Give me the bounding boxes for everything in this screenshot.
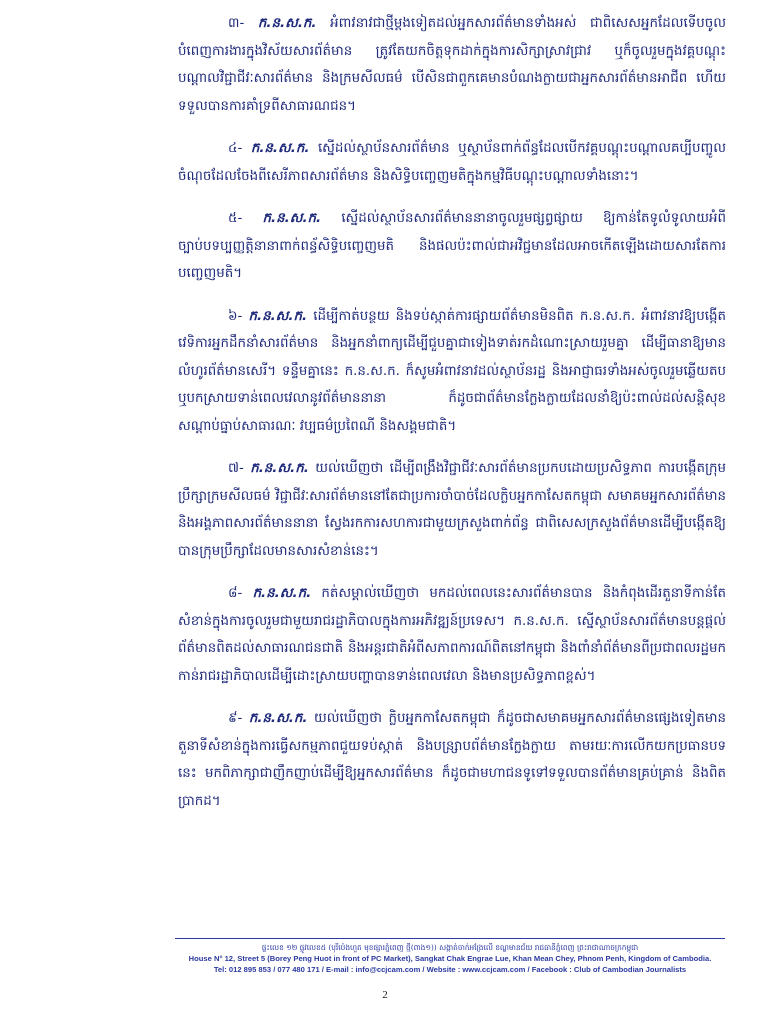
page-number: 2 — [382, 989, 388, 1001]
paragraph-number: ៨- — [228, 586, 243, 601]
footer-khmer-address: ផ្ទះលេខ ១២ ផ្លូវលេខ៥ (បុរីប៉េងហួត មុខផ្សារភ្នំពេញ ថ្មី(ពាង១)) សង្កាត់ចាក់អង្រែលើ ខណ្ឌមានជ័យ រាជធានីភ្នំពេញ ព្រះរាជាណាចក្រកម្ពុជា — [261, 943, 639, 952]
paragraph-3 — [178, 10, 726, 120]
paragraph-4 — [178, 135, 726, 190]
paragraph-text: ស្នើដល់ស្ថាប័នសារព័ត៌មាន ឬស្ថាប័នពាក់ព័ន្ធដែលបើកវគ្គបណ្តុះបណ្តាលគប្បីបញ្ចូលចំណុចដែលចែងពីសេរីភាពសារព័ត៌មាន និងសិទ្ធិបញ្ចេញមតិក្នុងកម្មវិធីបណ្តុះបណ្តាលទាំងនោះ។ — [178, 141, 726, 184]
paragraph-text: ស្នើដល់ស្ថាប័នសារព័ត៌មាននានាចូលរួមផ្សព្វផ្សាយ ឱ្យកាន់តែទូលំទូលាយអំពីច្បាប់បទប្បញ្ញត្តិនានាពាក់ពន្ធ័សិទ្ធិបញ្ចេញមតិ និងផលប៉ះពាល់ជាអវិជ្ជមានដែលអាចកើតឡើងដោយសារតែការបញ្ចេញមតិ។ — [178, 211, 727, 281]
paragraph-6 — [178, 303, 726, 441]
paragraph-7 — [178, 455, 726, 565]
organization-abbreviation: ក.ន.ស.ក. — [257, 16, 317, 31]
organization-abbreviation: ក.ន.ស.ក. — [262, 211, 322, 226]
paragraph-number: ៦- — [228, 308, 243, 324]
page-footer — [175, 938, 725, 975]
organization-abbreviation: ក.ន.ស.ក. — [248, 308, 308, 324]
paragraph-5 — [178, 205, 726, 288]
paragraph-number: ៤- — [228, 141, 243, 156]
footer-english-address: House N° 12, Street 5 (Borey Peng Huot in front of PC Market), Sangkat Chak Engrae Lue, Khan Mean Chey, Phnom Penh, Kingdom of Cambodia. — [188, 954, 712, 963]
footer-contact-info: Tel: 012 895 853 / 077 480 171 / E-mail : info@ccjcam.com / Website : www.ccjcam.com / Facebook : Club of Cambodian Journalists — [213, 965, 687, 974]
organization-abbreviation: ក.ន.ស.ក. — [250, 141, 310, 156]
paragraph-text: អំពាវនាវជាថ្មីម្ដងទៀតដល់អ្នកសារព័ត៌មានទាំងអស់ ជាពិសេសអ្នកដែលទើបចូលបំពេញការងារក្នុងវិស័យសារព័ត៌មាន ត្រូវតែយកចិត្តទុកដាក់ក្នុងការសិក្សាស្រាវជ្រាវ ឬក៏ចូលរួមក្នុងវគ្គបណ្តុះបណ្តាលវិជ្ជាជីវៈសារព័ត៌មាន និងក្រមសីលធម៌ បើសិនជាពួកគេមានបំណងក្លាយជាអ្នកសារព័ត៌មានអាជីព ហើយទទួលបានការគាំទ្រពីសាធារណជន។ — [178, 16, 726, 114]
paragraph-number: ៧- — [228, 461, 244, 476]
paragraph-number: ៩- — [228, 711, 243, 726]
organization-abbreviation: ក.ន.ស.ក. — [250, 461, 309, 476]
paragraph-text: កត់សម្គាល់ឃើញថា មកដល់ពេលនេះសារព័ត៌មានបាន និងកំពុងដើរតួនាទីកាន់តែសំខាន់ក្នុងការចូលរួមជាមួយរាជរដ្ឋាភិបាលក្នុងការអភិវឌ្ឍន៍ប្រទេស។ ក.ន.ស.ក. ស្នើស្ថាប័នសារព័ត៌មានបន្តផ្តល់ព័ត៌មានពិតដល់សាធារណជនជាតិ និងអន្តរជាតិអំពីសភាពការណ៍ពិតនៅកម្ពុជា និងពាំនាំព័ត៌មានពីប្រជាពលរដ្ឋមកកាន់រាជរដ្ឋាភិបាលដើម្បីដោះស្រាយបញ្ហាបានទាន់ពេលវេលា និងមានប្រសិទ្ធភាពខ្ពស់។ — [178, 586, 726, 684]
paragraph-number: ៣- — [228, 16, 245, 31]
paragraph-8 — [178, 580, 726, 690]
paragraph-9 — [178, 705, 726, 815]
paragraph-text: យល់ឃើញថា ក្លិបអ្នកកាសែតកម្ពុជា ក៏ដូចជាសមាគមអ្នកសារព័ត៌មានផ្សេងទៀតមានតួនាទីសំខាន់ក្នុងការធ្វើសកម្មភាពជួយទប់ស្កាត់ និងបន្ស្រាបព័ត៌មានក្លែងក្លាយ តាមរយៈការលើកយកប្រធានបទនេះ មកពិភាក្សាជាញឹកញាប់ដើម្បីឱ្យអ្នកសារព័ត៌មាន ក៏ដូចជាមហាជនទូទៅទទួលបានព័ត៌មានគ្រប់គ្រាន់ និងពិតប្រាកដ។ — [178, 711, 726, 809]
paragraph-number: ៥- — [228, 211, 243, 226]
document-body — [178, 10, 726, 830]
organization-abbreviation: ក.ន.ស.ក. — [252, 586, 312, 601]
organization-abbreviation: ក.ន.ស.ក. — [248, 711, 308, 726]
paragraph-text: យល់ឃើញថា ដើម្បីពង្រឹងវិជ្ជាជីវៈសារព័ត៌មានប្រកបដោយប្រសិទ្ធភាព ការបង្កើតក្រុមប្រឹក្សាក្រមសីលធម៌ វិជ្ជាជីវៈសារព័ត៌មាននៅតែជាប្រការចាំបាច់ដែលក្លិបអ្នកកាសែតកម្ពុជា សមាគមអ្នកសារព័ត៌មាន និងអង្គភាពសារព័ត៌មាននានា ស្វែងរកការសហការជាមួយក្រសួងពាក់ព័ន្ធ ជាពិសេសក្រសួងព័ត៌មានដើម្បីបង្កើតឱ្យបានក្រុមប្រឹក្សាដែលមានសារសំខាន់នេះ។ — [178, 461, 726, 559]
paragraph-text: ដើម្បីកាត់បន្ថយ និងទប់ស្កាត់ការផ្សាយព័ត៌មានមិនពិត ក.ន.ស.ក. អំពាវនាវឱ្យបង្កើតវេទិការអ្នកដឹកនាំសារព័ត៌មាន និងអ្នកនាំពាក្យដើម្បីជួបគ្នាជាទៀងទាត់រកដំណោះស្រាយរួមគ្នា ដើម្បីធានាឱ្យមានលំហូរព័ត៌មានសេរី។ ទន្ទឹមគ្នានេះ ក.ន.ស.ក. ក៏សូមអំពាវនាវដល់ស្ថាប័នរដ្ឋ និងអាជ្ញាធរទាំងអស់ចូលរួមឆ្លើយតប ឬបកស្រាយទាន់ពេលវេលានូវព័ត៌មាននានា ក៏ដូចជាព័ត៌មានក្លែងក្លាយដែលនាំឱ្យប៉ះពាល់ដល់សន្តិសុខ សណ្តាប់ធ្នាប់សាធារណៈ វប្បធម៌ប្រពៃណី និងសង្គមជាតិ។ — [178, 308, 726, 434]
